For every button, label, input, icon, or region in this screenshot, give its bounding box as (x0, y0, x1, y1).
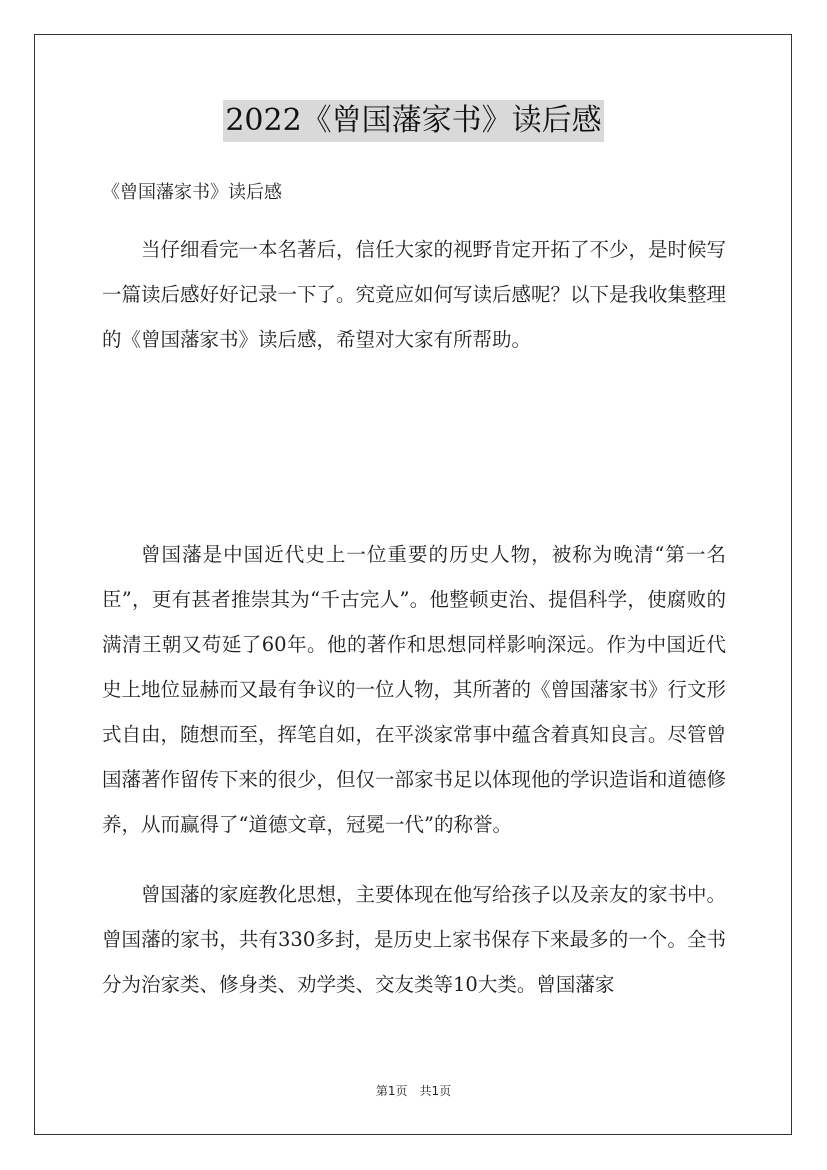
paragraph-intro: 当仔细看完一本名著后，信任大家的视野肯定开拓了不少，是时候写一篇读后感好好记录一下了。究竟应如何写读后感呢？以下是我收集整理的《曾国藩家书》读后感，希望对大家有所帮助。 (102, 238, 727, 351)
title-container (0, 100, 827, 142)
paragraph-family-education: 曾国藩的家庭教化思想，主要体现在他写给孩子以及亲友的家书中。曾国藩的家书，共有330多封，是历史上家书保存下来最多的一个。全书分为治家类、修身类、劝学类、交友类等10大类。曾国藩家 (102, 883, 727, 996)
paragraph-biography: 曾国藩是中国近代史上一位重要的历史人物，被称为晚清“第一名臣”，更有甚者推崇其为“千古完人”。他整顿吏治、提倡科学，使腐败的满清王朝又苟延了60年。他的著作和思想同样影响深远。作为中国近代史上地位显赫而又最有争议的一位人物，其所著的《曾国藩家书》行文形式自由，随想而至，挥笔自如，在平淡家常事中蕴含着真知良言。尽管曾国藩著作留传下来的很少，但仅一部家书足以体现他的学识造诣和道德修养，从而赢得了“道德文章，冠冕一代”的称誉。 (102, 543, 727, 836)
document-subheading: 《曾国藩家书》读后感 (102, 182, 282, 203)
page-footer: 第1页 共1页 (375, 1084, 452, 1098)
document-title: 2022《曾国藩家书》读后感 (223, 100, 603, 142)
